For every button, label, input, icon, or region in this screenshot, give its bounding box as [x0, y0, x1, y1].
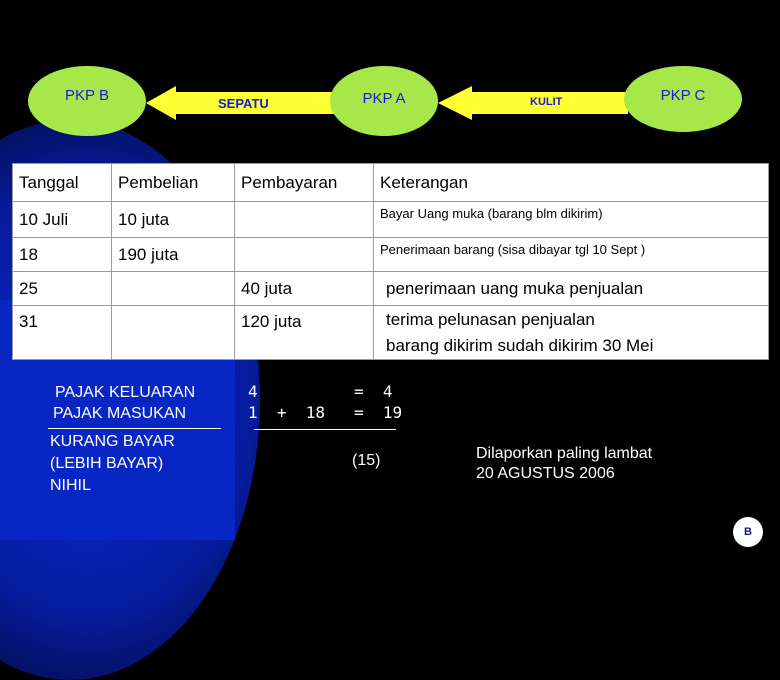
- cell-payment: 40 juta: [235, 272, 374, 306]
- pkp-b-label: PKP B: [65, 86, 109, 104]
- arrow-sepatu-label: SEPATU: [218, 96, 269, 111]
- slide-badge: B: [733, 517, 763, 547]
- cell-note: [374, 306, 769, 360]
- cell-payment: [235, 202, 374, 238]
- table-row: [13, 202, 769, 238]
- cell-date: 10 Juli: [13, 202, 112, 238]
- cell-date: 25: [13, 272, 112, 306]
- transaction-table: [12, 163, 769, 360]
- header-pembayaran: Pembayaran: [235, 164, 374, 202]
- cell-date: 18: [13, 238, 112, 272]
- pkp-b-ellipse: [28, 66, 146, 136]
- cell-note-line-2: barang dikirim sudah dikirim 30 Mei: [386, 335, 654, 355]
- report-deadline-line-2: 20 AGUSTUS 2006: [476, 465, 615, 482]
- header-tanggal: Tanggal: [13, 164, 112, 202]
- table-header-row: [13, 164, 769, 202]
- lebih-bayar: (LEBIH BAYAR): [50, 455, 164, 472]
- nihil: NIHIL: [50, 477, 91, 494]
- table-row: [13, 272, 769, 306]
- cell-purchase: [112, 306, 235, 360]
- table-row: [13, 306, 769, 360]
- arrow-kulit-label: KULIT: [530, 96, 563, 108]
- cell-note: Penerimaan barang (sisa dibayar tgl 10 Sept ): [374, 238, 769, 272]
- cell-purchase: [112, 272, 235, 306]
- header-keterangan: Keterangan: [374, 164, 769, 202]
- divider-line: [48, 428, 221, 429]
- pkp-c-ellipse: [624, 66, 742, 132]
- cell-payment: 120 juta: [235, 306, 374, 360]
- cell-note: penerimaan uang muka penjualan: [374, 272, 769, 306]
- report-deadline-line-1: Dilaporkan paling lambat: [476, 445, 653, 462]
- pkp-a-label: PKP A: [362, 89, 406, 107]
- cell-date: 31: [13, 306, 112, 360]
- cell-purchase: 10 juta: [112, 202, 235, 238]
- cell-note: Bayar Uang muka (barang blm dikirim): [374, 202, 769, 238]
- pkp-c-label: PKP C: [660, 86, 706, 104]
- kurang-bayar: KURANG BAYAR: [50, 433, 175, 450]
- header-pembelian: Pembelian: [112, 164, 235, 202]
- calc-line-1: 4 = 4: [248, 382, 393, 401]
- cell-note-line-1: terima pelunasan penjualan: [386, 309, 595, 329]
- cell-purchase: 190 juta: [112, 238, 235, 272]
- cell-payment: [235, 238, 374, 272]
- calc-line-2: 1 + 18 = 19: [248, 403, 403, 422]
- calc-divider-line: [254, 429, 396, 430]
- pajak-masukan: PAJAK MASUKAN: [53, 405, 187, 422]
- table-row: [13, 238, 769, 272]
- calc-result: (15): [352, 452, 381, 469]
- pkp-a-ellipse: [330, 66, 438, 136]
- pajak-keluaran: PAJAK KELUARAN: [55, 384, 196, 401]
